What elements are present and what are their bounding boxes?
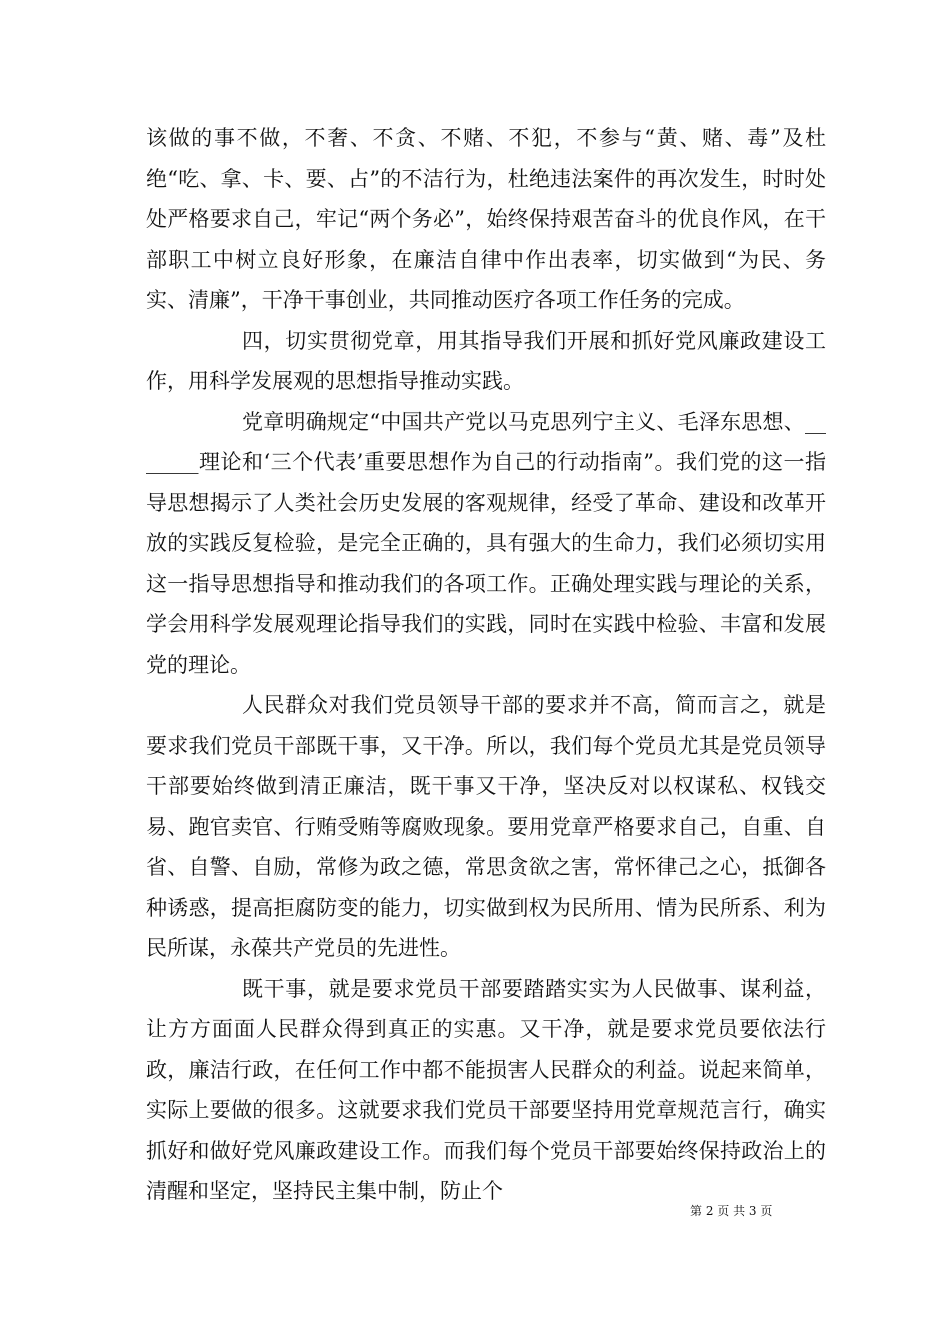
document-body: [146, 118, 826, 1212]
paragraph-people-requirements: 人民群众对我们党员领导干部的要求并不高，简而言之，就是要求我们党员干部既干事，又干净。所以，我们每个党员尤其是党员领导干部要始终做到清正廉洁，既干事又干净，坚决反对以权谋私、权钱交易、跑官卖官、行贿受贿等腐败现象。要用党章严格要求自己，自重、自省、自警、自励，常修为政之德，常思贪欲之害，常怀律己之心，抵御各种诱惑，提高拒腐防变的能力，切实做到权为民所用、情为民所系、利为民所谋，永葆共产党员的先进性。: [146, 693, 826, 960]
paragraph-section-four: 四，切实贯彻党章，用其指导我们开展和抓好党风廉政建设工作，用科学发展观的思想指导推动实践。: [146, 328, 826, 393]
paragraph-continuation: 该做的事不做，不奢、不贪、不赌、不犯，不参与“黄、赌、毒”及杜绝“吃、拿、卡、要、占”的不洁行为，杜绝违法案件的再次发生，时时处处严格要求自己，牢记“两个务必”，始终保持艰苦奋斗的优良作风，在干部职工中树立良好形象，在廉洁自律中作出表率，切实做到“为民、务实、清廉”，干净干事创业，共同推动医疗各项工作任务的完成。: [146, 126, 826, 312]
paragraph-party-constitution: 党章明确规定“中国共产党以马克思列宁主义、毛泽东思想、_______理论和‘三个代表’重要思想作为自己的行动指南”。我们党的这一指导思想揭示了人类社会历史发展的客观规律，经受了革命、建设和改革开放的实践反复检验，是完全正确的，具有强大的生命力，我们必须切实用这一指导思想指导和推动我们的各项工作。正确处理实践与理论的关系，学会用科学发展观理论指导我们的实践，同时在实践中检验、丰富和发展党的理论。: [146, 409, 826, 677]
paragraph-do-work-stay-clean: 既干事，就是要求党员干部要踏踏实实为人民做事、谋利益，让方方面面人民群众得到真正的实惠。又干净，就是要求党员要依法行政，廉洁行政，在任何工作中都不能损害人民群众的利益。说起来简单，实际上要做的很多。这就要求我们党员干部要坚持用党章规范言行，确实抓好和做好党风廉政建设工作。而我们每个党员干部要始终保持政治上的清醒和坚定，坚持民主集中制，防止个: [146, 976, 826, 1203]
page-number-footer: 第 2 页 共 3 页: [690, 1204, 773, 1218]
